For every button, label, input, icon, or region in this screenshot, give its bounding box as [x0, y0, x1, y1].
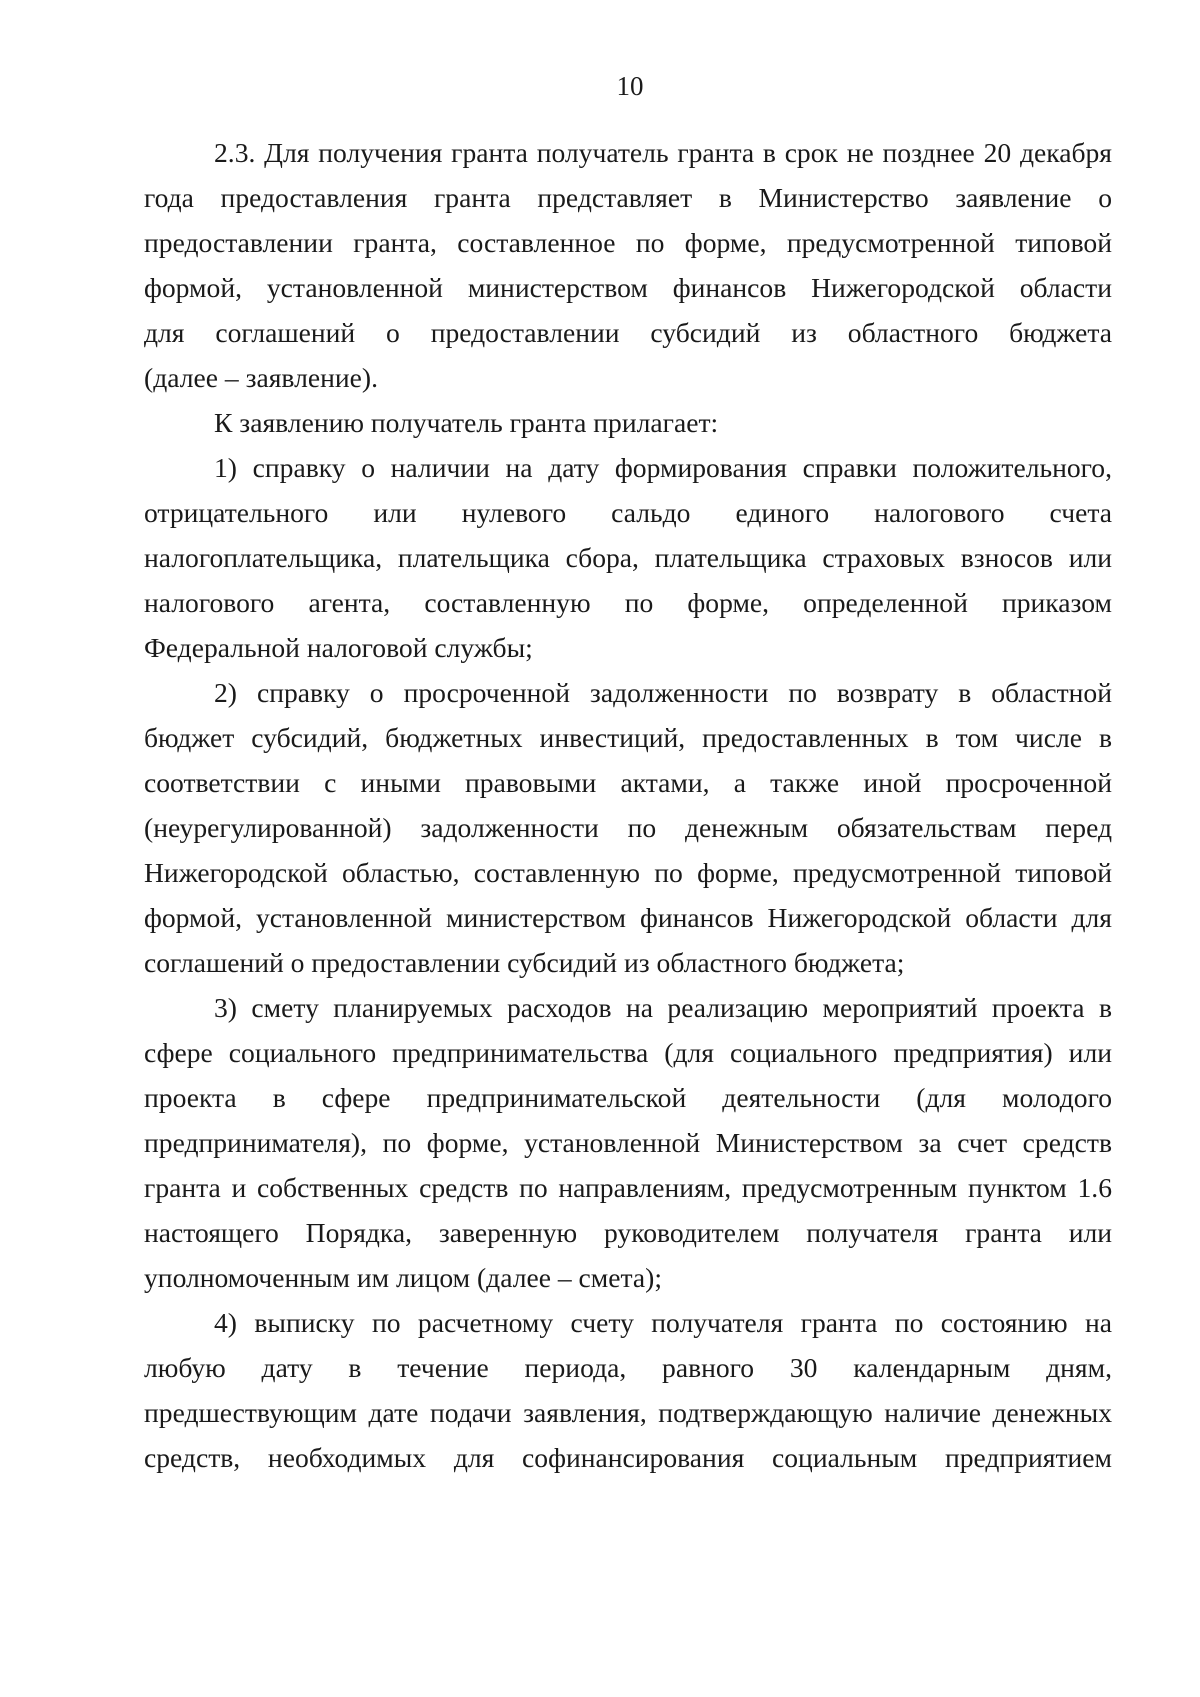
paragraph-line: любую дату в течение периода, равного 30 календарным дням,: [144, 1352, 1112, 1383]
paragraph-line: настоящего Порядка, заверенную руководителем получателя гранта или: [144, 1217, 1112, 1248]
paragraph-line: гранта и собственных средств по направлениям, предусмотренным пунктом 1.6: [144, 1172, 1112, 1203]
paragraph-line: (далее – заявление).: [144, 362, 378, 393]
paragraph-line: формой, установленной министерством финансов Нижегородской области для: [144, 902, 1112, 933]
paragraph-line: Нижегородской областью, составленную по форме, предусмотренной типовой: [144, 857, 1112, 888]
paragraph-line: (неурегулированной) задолженности по денежным обязательствам перед: [144, 812, 1112, 843]
paragraph-line: года предоставления гранта представляет в Министерство заявление о: [144, 182, 1112, 213]
paragraph-first-line: 4) выписку по расчетному счету получателя гранта по состоянию на: [214, 1307, 1112, 1338]
paragraph-first-line: К заявлению получатель гранта прилагает:: [214, 407, 719, 438]
paragraph-line: налогоплательщика, плательщика сбора, плательщика страховых взносов или: [144, 542, 1112, 573]
paragraph-line: отрицательного или нулевого сальдо единого налогового счета: [144, 497, 1112, 528]
page-number: 10: [616, 71, 644, 101]
paragraph-line: уполномоченным им лицом (далее – смета);: [144, 1262, 663, 1293]
paragraph-first-line: 3) смету планируемых расходов на реализацию мероприятий проекта в: [214, 992, 1112, 1023]
paragraph-line: Федеральной налоговой службы;: [144, 632, 533, 663]
paragraph-line: предоставлении гранта, составленное по форме, предусмотренной типовой: [144, 227, 1112, 258]
paragraph-line: соглашений о предоставлении субсидий из областного бюджета;: [144, 947, 905, 978]
paragraph-line: проекта в сфере предпринимательской деятельности (для молодого: [144, 1082, 1112, 1113]
paragraph-first-line: 1) справку о наличии на дату формирования справки положительного,: [214, 452, 1112, 483]
paragraph-first-line: 2) справку о просроченной задолженности по возврату в областной: [214, 677, 1112, 708]
paragraph-first-line: 2.3. Для получения гранта получатель гранта в срок не позднее 20 декабря: [214, 137, 1112, 168]
paragraph-line: формой, установленной министерством финансов Нижегородской области: [144, 272, 1112, 303]
paragraph-line: для соглашений о предоставлении субсидий из областного бюджета: [144, 317, 1112, 348]
paragraph-line: соответствии с иными правовыми актами, а также иной просроченной: [144, 767, 1112, 798]
paragraph-line: сфере социального предпринимательства (для социального предприятия) или: [144, 1037, 1112, 1068]
paragraph-line: предпринимателя), по форме, установленной Министерством за счет средств: [144, 1127, 1112, 1158]
paragraph-line: налогового агента, составленную по форме, определенной приказом: [144, 587, 1112, 618]
paragraph-line: средств, необходимых для софинансирования социальным предприятием: [144, 1442, 1112, 1473]
paragraph-line: предшествующим дате подачи заявления, подтверждающую наличие денежных: [144, 1397, 1112, 1428]
paragraph-line: бюджет субсидий, бюджетных инвестиций, предоставленных в том числе в: [144, 722, 1112, 753]
